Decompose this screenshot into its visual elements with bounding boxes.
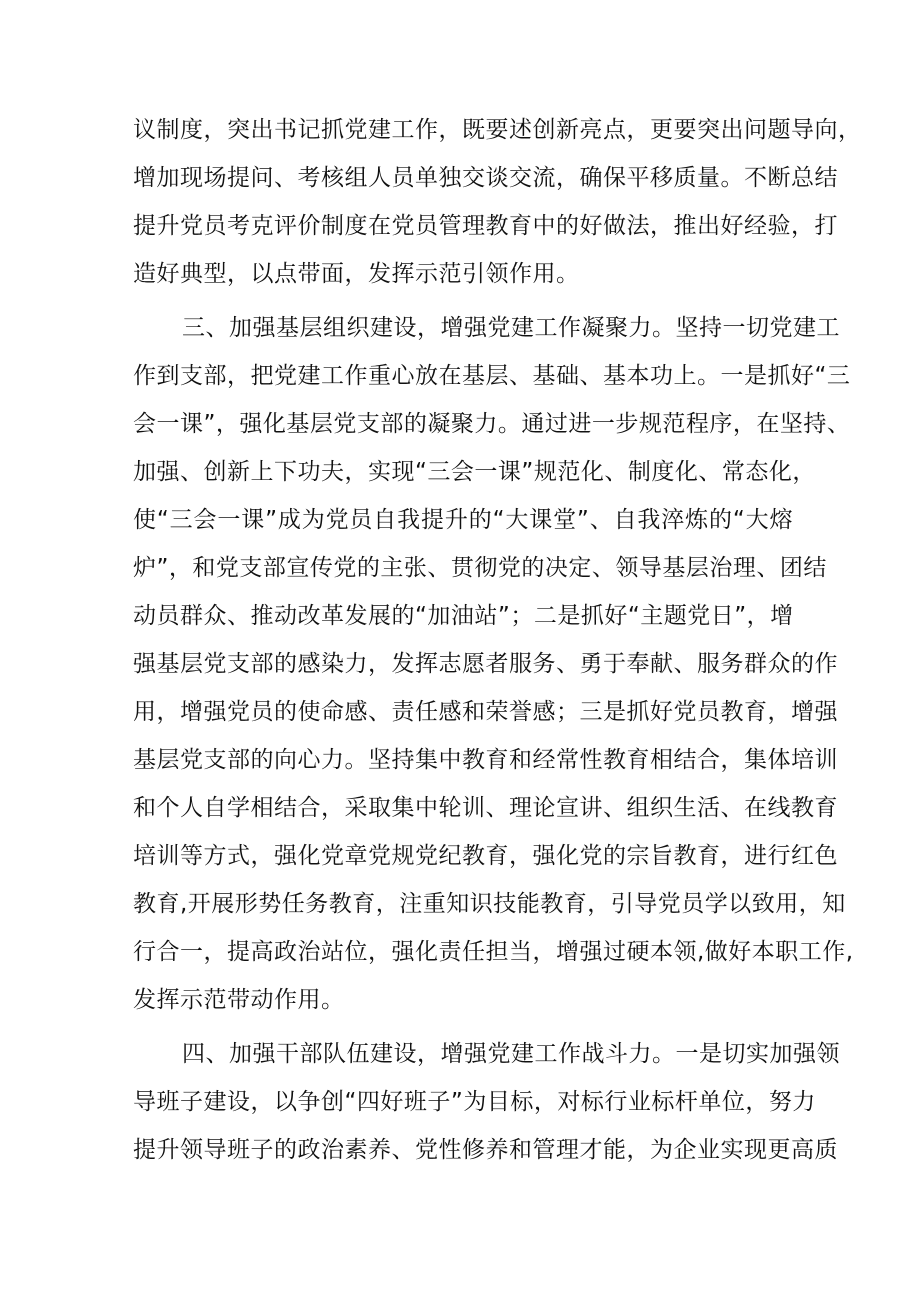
text-line: 议制度，突出书记抓党建工作，既要述创新亮点，更要突出问题导向， (133, 117, 862, 143)
text-line: 导班子建设，以争创“四好班子”为目标，对标行业标杆单位，努力 (133, 1089, 816, 1115)
text-line: 动员群众、推动改革发展的“加油站”；二是抓好“主题党日”，增 (133, 603, 794, 629)
text-line: 提升党员考克评价制度在党员管理教育中的好做法，推出好经验，打 (133, 213, 838, 239)
text-line: 行合一，提高政治站位，强化责任担当，增强过硬本领,做好本职工作, (133, 939, 854, 965)
text-line: 强基层党支部的感染力，发挥志愿者服务、勇于奉献、服务群众的作 (133, 651, 838, 677)
text-line: 提升领导班子的政治素养、党性修养和管理才能，为企业实现更高质 (133, 1137, 838, 1163)
text-line: 基层党支部的向心力。坚持集中教育和经常性教育相结合，集体培训 (133, 747, 838, 773)
text-line: 加强、创新上下功夫，实现“三会一课”规范化、制度化、常态化， (133, 459, 816, 485)
text-line: 炉”，和党支部宣传党的主张、贯彻党的决定、领导基层治理、团结 (133, 555, 827, 581)
section-heading-line: 四、加强干部队伍建设，增强党建工作战斗力。一是切实加强领 (182, 1041, 840, 1067)
text-line: 作到支部，把党建工作重心放在基层、基础、基本功上。一是抓好“三 (133, 363, 851, 389)
text-line: 教育,开展形势任务教育，注重知识技能教育，引导党员学以致用，知 (133, 891, 846, 917)
text-line: 会一课”，强化基层党支部的凝聚力。通过进一步规范程序，在坚持、 (133, 411, 851, 437)
text-line: 和个人自学相结合，采取集中轮训、理论宣讲、组织生活、在线教育 (133, 795, 838, 821)
text-line: 发挥示范带动作用。 (133, 987, 345, 1013)
text-line: 造好典型，以点带面，发挥示范引领作用。 (133, 261, 580, 287)
text-line: 培训等方式，强化党章党规党纪教育，强化党的宗旨教育，进行红色 (133, 843, 838, 869)
text-line: 增加现场提问、考核组人员单独交谈交流，确保平移质量。不断总结 (133, 165, 838, 191)
text-line: 使“三会一课”成为党员自我提升的“大课堂”、自我淬炼的“大熔 (133, 507, 793, 533)
text-line: 用，增强党员的使命感、责任感和荣誉感；三是抓好党员教育，增强 (133, 699, 838, 725)
section-heading-line: 三、加强基层组织建设，增强党建工作凝聚力。坚持一切党建工 (182, 315, 840, 341)
